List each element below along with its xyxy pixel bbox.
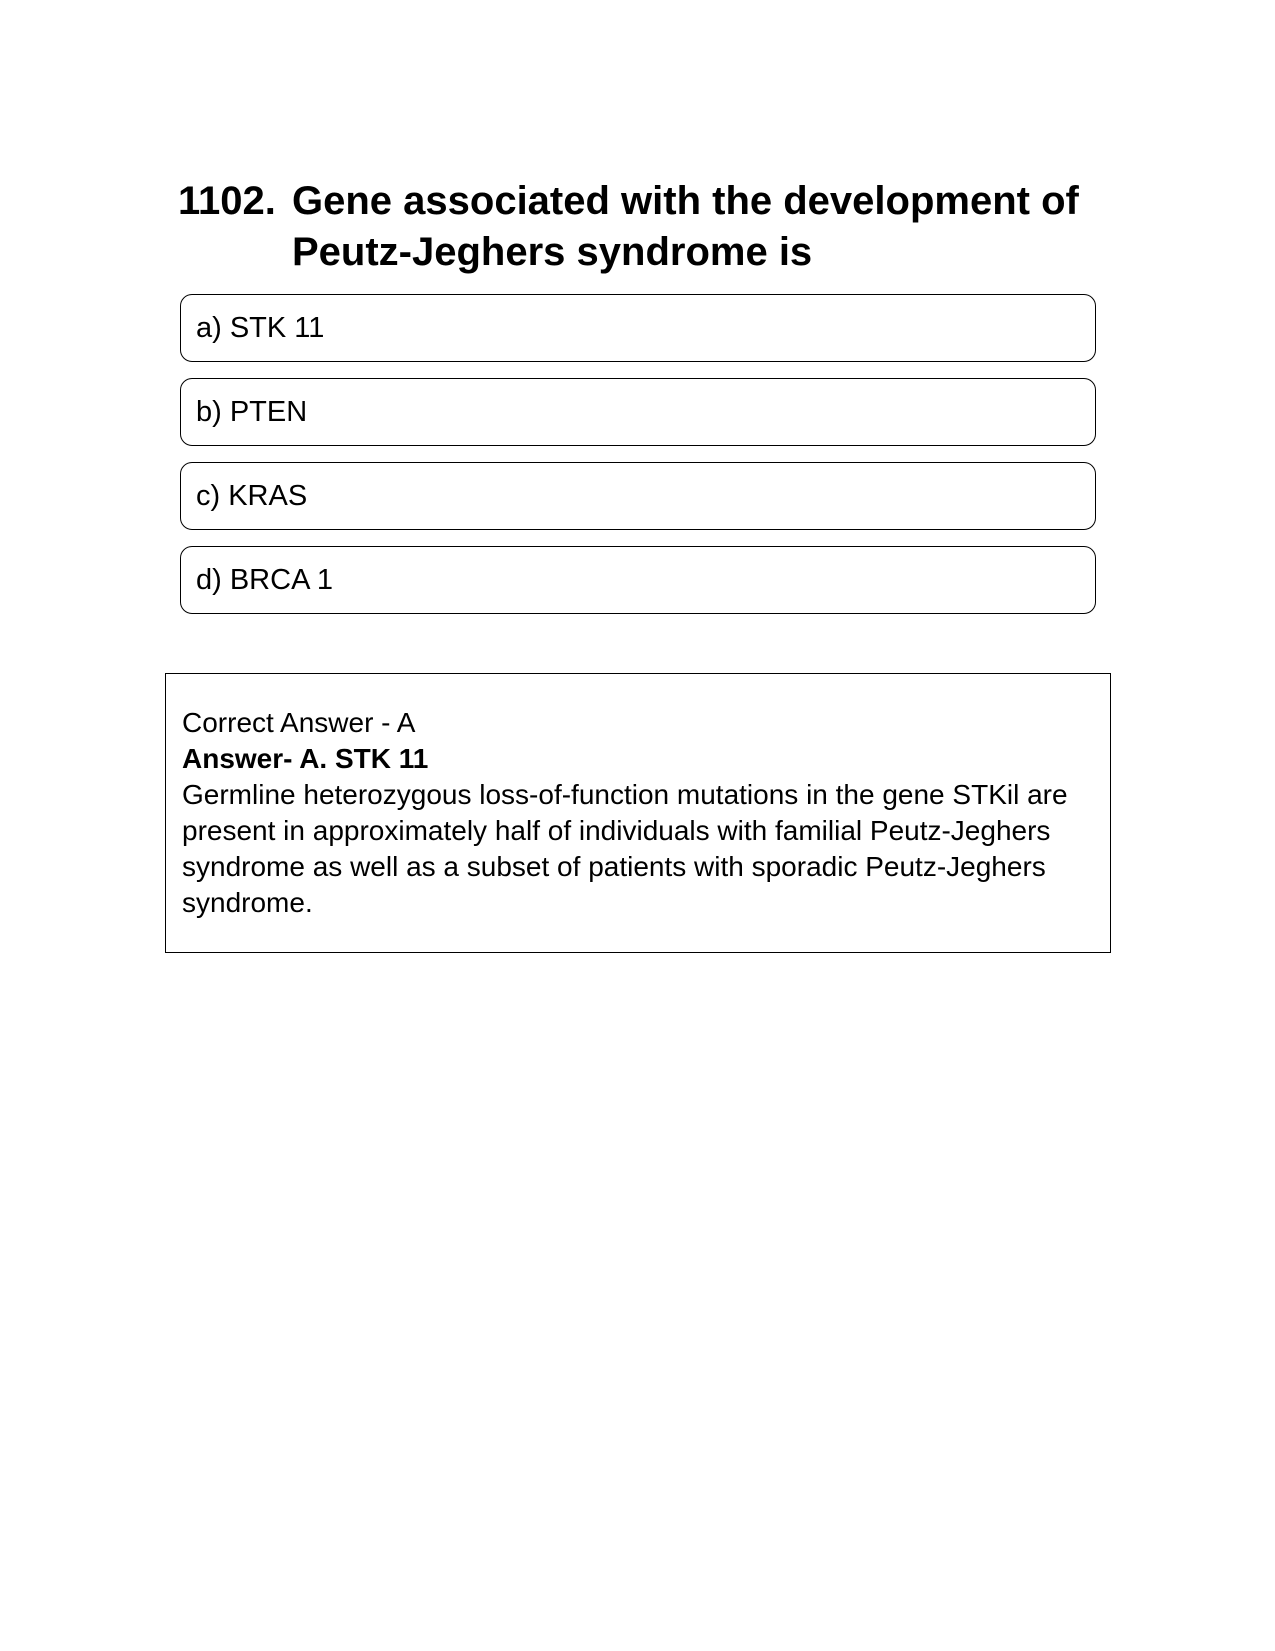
answer-explanation: Germline heterozygous loss-of-function mutations in the gene STKil are present in approximately half of individuals with familial Peutz-Jeghers syndrome as well as a subset of patients with sporadic Peutz-Jeghers syndrome. <box>182 779 1068 918</box>
question-heading <box>178 176 1098 278</box>
option-c[interactable]: c) KRAS <box>180 462 1096 530</box>
option-d[interactable]: d) BRCA 1 <box>180 546 1096 614</box>
options-list <box>180 294 1096 630</box>
question-text: Gene associated with the development of Peutz-Jeghers syndrome is <box>292 179 1079 274</box>
answer-box <box>165 673 1111 953</box>
question-number: 1102. <box>178 179 276 223</box>
correct-answer-line: Correct Answer - A <box>182 707 416 738</box>
option-a[interactable]: a) STK 11 <box>180 294 1096 362</box>
answer-line: Answer- A. STK 11 <box>182 743 429 774</box>
option-b[interactable]: b) PTEN <box>180 378 1096 446</box>
